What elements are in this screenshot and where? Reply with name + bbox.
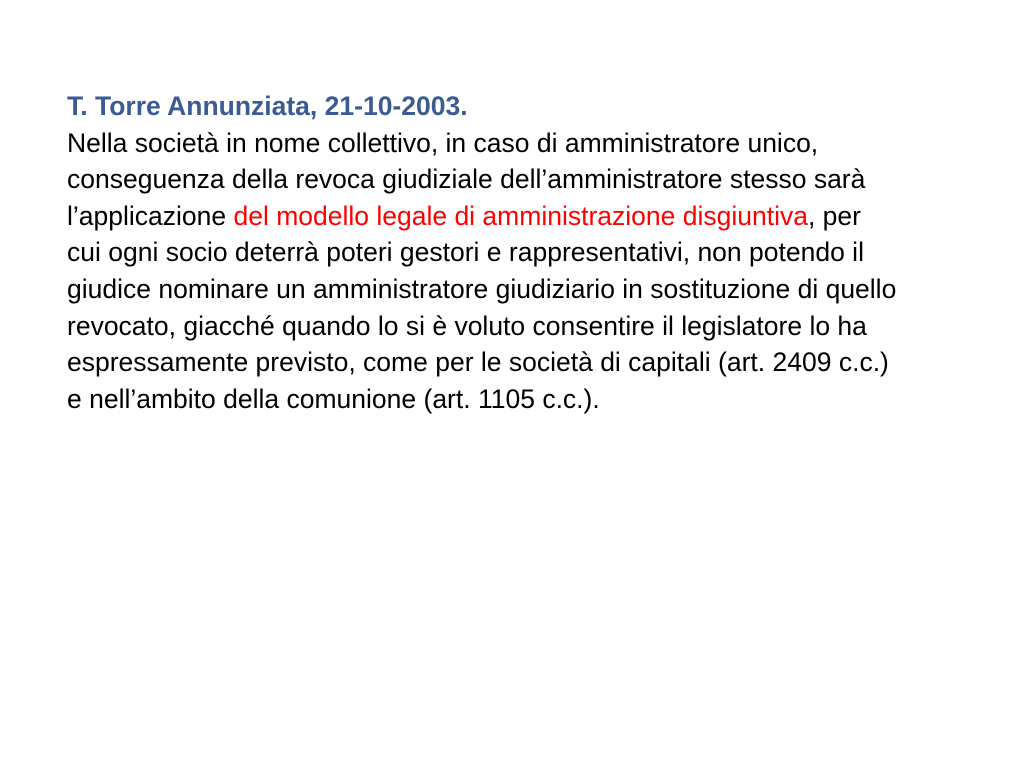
- slide-body: [67, 125, 897, 418]
- slide-heading: T. Torre Annunziata, 21-10-2003.: [67, 91, 468, 121]
- body-text-part-1: Nella società in nome collettivo, in caso di amministratore unico, conseguenza della revoca giudiziale dell’amministratore stesso sarà l’applicazione: [67, 127, 866, 231]
- highlighted-text: del modello legale di amministrazione disgiuntiva: [233, 200, 808, 231]
- body-text-part-2: , per cui ogni socio deterrà poteri gestori e rappresentativi, non potendo il giudice nominare un amministratore giudiziario in sostituzione di quello revocato, giacché quando lo si è voluto consentire il legislatore lo ha espressamente previsto, come per le società di capitali (art. 2409 c.c.) e nell’ambito della comunione (art. 1105 c.c.).: [67, 200, 897, 414]
- text-block: [67, 88, 897, 417]
